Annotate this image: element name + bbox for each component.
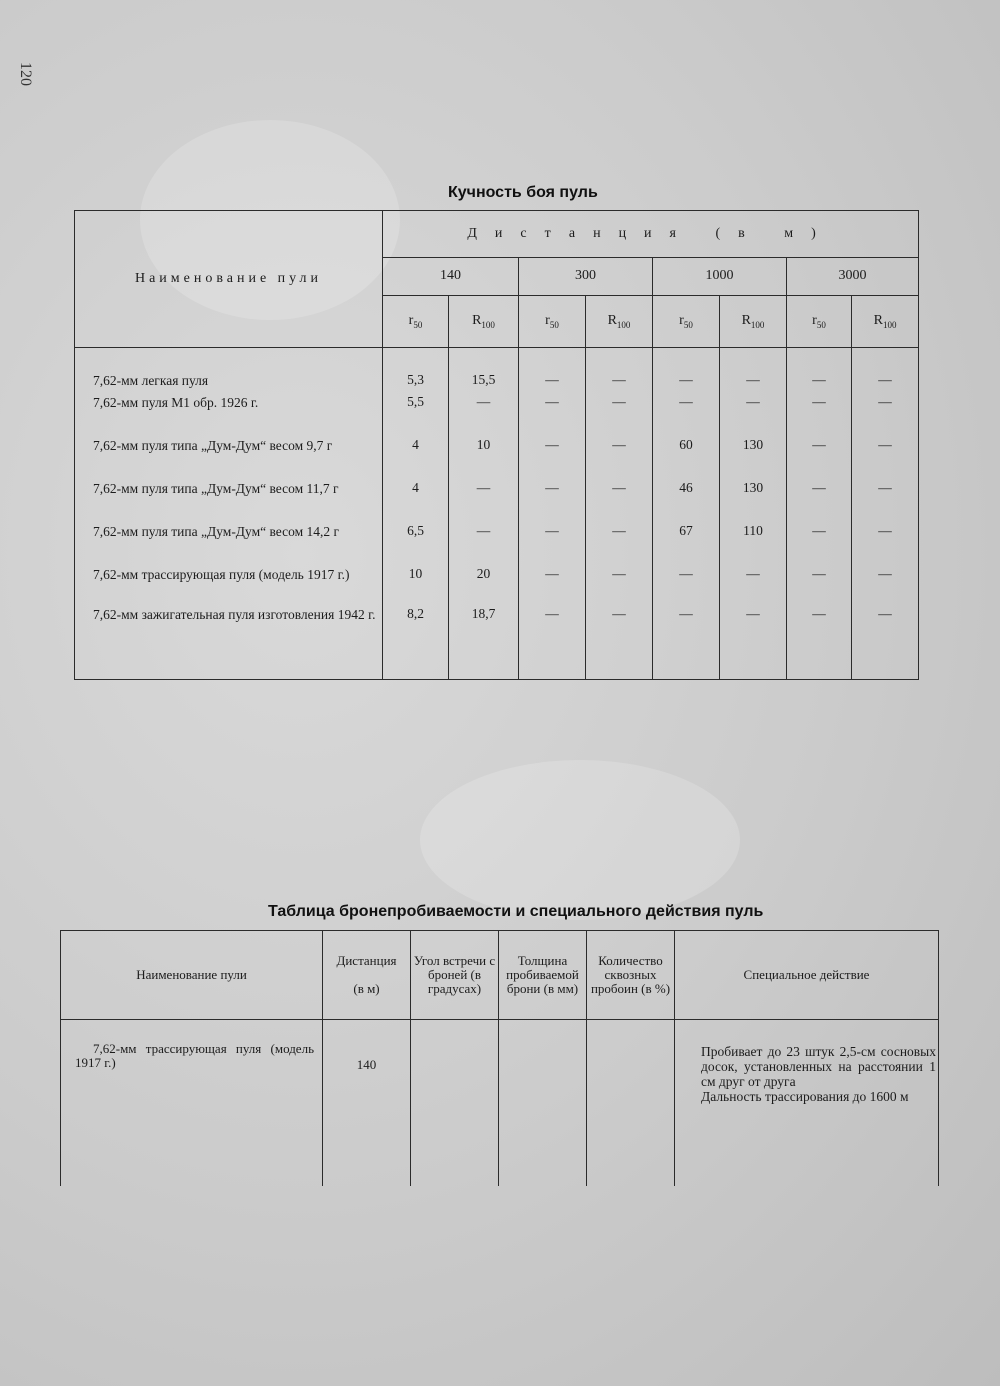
row-value: —: [519, 539, 586, 582]
row-name: 7,62-мм легкая пуля: [75, 347, 383, 388]
row-value: —: [787, 388, 852, 410]
header-R100: $R_{100}$: [449, 295, 519, 347]
row-value: 130: [720, 453, 787, 496]
table-row-filler: [75, 622, 919, 679]
header-R100: $R_{100}$: [720, 295, 787, 347]
row-value: 15,5: [449, 347, 519, 388]
row-value: —: [653, 388, 720, 410]
paper-stain: [420, 760, 740, 920]
row-name: 7,62-мм зажигательная пуля изготовления 1942 г.: [75, 582, 383, 623]
row-value: —: [519, 347, 586, 388]
empty-cell: [383, 622, 449, 679]
row-value: —: [586, 388, 653, 410]
row-value: —: [852, 496, 919, 539]
row-value: —: [720, 388, 787, 410]
row-value: —: [449, 453, 519, 496]
column-header-through-holes: Количество сквозных пробоин (в %): [587, 931, 675, 1020]
column-header-distance: Дистанция (в м): [383, 211, 919, 258]
empty-cell: [586, 622, 653, 679]
header-R100: $R_{100}$: [852, 295, 919, 347]
table-row: [75, 496, 919, 539]
row-thickness: [499, 1020, 587, 1186]
column-header-name: Наименование пули: [75, 211, 383, 348]
distance-1000: 1000: [653, 257, 787, 295]
row-value: 6,5: [383, 496, 449, 539]
row-value: 10: [449, 410, 519, 453]
row-value: —: [519, 410, 586, 453]
row-value: 5,3: [383, 347, 449, 388]
row-value: 5,5: [383, 388, 449, 410]
row-value: —: [586, 496, 653, 539]
row-value: —: [519, 582, 586, 623]
row-value: —: [586, 410, 653, 453]
row-value: —: [720, 347, 787, 388]
row-value: —: [852, 347, 919, 388]
accuracy-table: [74, 210, 919, 680]
row-value: —: [852, 410, 919, 453]
empty-cell: [519, 622, 586, 679]
row-through-holes: [587, 1020, 675, 1186]
table-row: [75, 582, 919, 623]
row-name: 7,62-мм трассирующая пуля (модель 1917 г.): [75, 539, 383, 582]
header-r50: $r_{50}$: [519, 295, 586, 347]
table2-title: Таблица бронепробиваемости и специального действия пуль: [268, 903, 764, 920]
row-value: 18,7: [449, 582, 519, 623]
row-value: —: [852, 582, 919, 623]
row-value: —: [787, 582, 852, 623]
row-name: 7,62-мм пуля типа „Дум-Дум“ весом 11,7 г: [75, 453, 383, 496]
row-value: 46: [653, 453, 720, 496]
row-value: —: [787, 496, 852, 539]
empty-cell: [653, 622, 720, 679]
table-row: [75, 388, 919, 410]
row-value: 4: [383, 453, 449, 496]
row-value: —: [852, 388, 919, 410]
row-name: 7,62-мм пуля типа „Дум-Дум“ весом 14,2 г: [75, 496, 383, 539]
table-row: [75, 410, 919, 453]
row-value: —: [586, 453, 653, 496]
row-value: —: [519, 496, 586, 539]
row-value: —: [787, 410, 852, 453]
row-value: 67: [653, 496, 720, 539]
row-value: —: [653, 347, 720, 388]
distance-3000: 3000: [787, 257, 919, 295]
row-value: —: [519, 388, 586, 410]
header-R100: $R_{100}$: [586, 295, 653, 347]
row-value: —: [519, 453, 586, 496]
distance-140: 140: [383, 257, 519, 295]
table-row: [75, 347, 919, 388]
row-special-action: [675, 1020, 939, 1186]
row-value: —: [449, 496, 519, 539]
empty-cell: [852, 622, 919, 679]
row-value: 4: [383, 410, 449, 453]
row-value: —: [586, 539, 653, 582]
row-value: —: [586, 582, 653, 623]
row-value: —: [720, 582, 787, 623]
row-value: —: [653, 582, 720, 623]
row-value: —: [852, 539, 919, 582]
column-header-angle: Угол встречи с броней (в градусах): [411, 931, 499, 1020]
table-row: [75, 539, 919, 582]
header-r50: $r_{50}$: [653, 295, 720, 347]
column-header-thickness: Толщина пробиваемой брони (в мм): [499, 931, 587, 1020]
row-value: —: [787, 539, 852, 582]
armor-penetration-table: [60, 930, 939, 1186]
row-name: 7,62-мм трассирующая пуля (модель 1917 г.): [61, 1020, 323, 1186]
empty-cell: [787, 622, 852, 679]
table-row: [75, 453, 919, 496]
row-angle: [411, 1020, 499, 1186]
column-header-name: Наименование пули: [61, 931, 323, 1020]
column-header-special-action: Специальное действие: [675, 931, 939, 1020]
row-value: 20: [449, 539, 519, 582]
row-distance: 140: [323, 1020, 411, 1186]
empty-cell: [720, 622, 787, 679]
row-value: —: [720, 539, 787, 582]
row-value: —: [787, 347, 852, 388]
row-value: —: [787, 453, 852, 496]
header-r50: $r_{50}$: [787, 295, 852, 347]
row-value: 8,2: [383, 582, 449, 623]
row-value: 110: [720, 496, 787, 539]
empty-cell: [449, 622, 519, 679]
row-value: 60: [653, 410, 720, 453]
special-text-2: Дальность трассирования до 1600 м: [701, 1089, 909, 1105]
column-header-distance: Дистанция (в м): [323, 931, 411, 1020]
row-name: 7,62-мм пуля типа „Дум-Дум“ весом 9,7 г: [75, 410, 383, 453]
row-name: 7,62-мм пуля М1 обр. 1926 г.: [75, 388, 383, 410]
row-value: —: [449, 388, 519, 410]
row-value: —: [586, 347, 653, 388]
header-r50: $r_{50}$: [383, 295, 449, 347]
row-value: —: [653, 539, 720, 582]
row-value: 10: [383, 539, 449, 582]
empty-cell: [75, 622, 383, 679]
page-number: 120: [17, 62, 34, 86]
distance-300: 300: [519, 257, 653, 295]
table1-title: Кучность боя пуль: [448, 184, 598, 201]
table-row: [61, 1020, 939, 1186]
special-text-1: Пробивает до 23 штук 2,5-см сосновых досок, установленных на расстоянии 1 см друг от друга: [701, 1044, 936, 1090]
row-value: —: [852, 453, 919, 496]
row-value: 130: [720, 410, 787, 453]
